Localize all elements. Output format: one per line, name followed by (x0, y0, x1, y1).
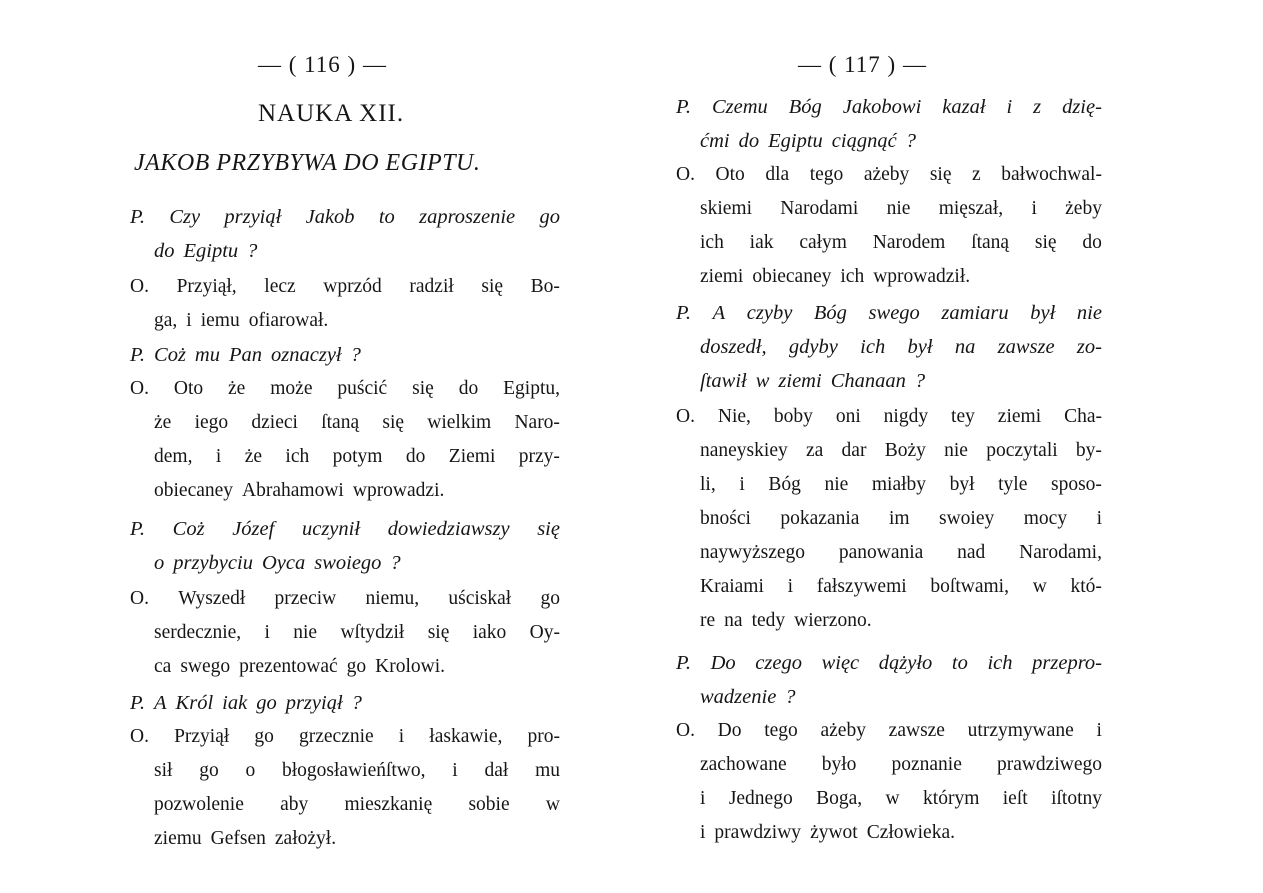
answer-block (676, 158, 1102, 294)
answer-block (676, 714, 1102, 850)
page-number-left: — ( 116 ) — (258, 52, 387, 77)
question-block (130, 338, 560, 372)
question-line: P. Czemu Bóg Jakobowi kazał i z dzię- (676, 96, 1102, 118)
answer-line: O. Wyszedł przeciw niemu, uściskał go (130, 588, 560, 609)
answer-line: bności pokazania im swoiey mocy i (700, 508, 1102, 529)
answer-line: ca swego prezentować go Krolowi. (154, 656, 446, 677)
answer-line: ziemi obiecaney ich wprowadził. (700, 266, 971, 287)
answer-line: naywyższego panowania nad Narodami, (700, 542, 1102, 563)
answer-line: ziemu Gefsen założył. (154, 828, 337, 849)
answer-line: naneyskiey za dar Boży nie poczytali by- (700, 440, 1102, 461)
answer-line: serdecznie, i nie wſtydził się iako Oy- (154, 622, 560, 643)
question-line: P. Coż Józef uczynił dowiedziawszy się (130, 518, 560, 540)
answer-line: ga, i iemu ofiarował. (154, 310, 329, 331)
question-block (130, 686, 560, 720)
answer-line: O. Przyiął, lecz wprzód radził się Bo- (130, 276, 560, 297)
answer-line: pozwolenie aby mieszkanię sobie w (154, 794, 560, 815)
answer-block (130, 372, 560, 508)
question-line: P. Do czego więc dążyło to ich przepro- (676, 652, 1102, 674)
answer-line: O. Do tego ażeby zawsze utrzymywane i (676, 720, 1102, 741)
lesson-heading: NAUKA XII. (258, 100, 405, 127)
lesson-subheading: JAKOB PRZYBYWA DO EGIPTU. (134, 150, 481, 176)
answer-line: O. Oto że może puścić się do Egiptu, (130, 378, 560, 399)
page-number-right: — ( 117 ) — (798, 52, 927, 77)
question-block (676, 296, 1102, 398)
question-line: P. Coż mu Pan oznaczył ? (130, 344, 361, 366)
answer-block (130, 270, 560, 338)
question-line: P. A czyby Bóg swego zamiaru był nie (676, 302, 1102, 324)
question-line: doszedł, gdyby ich był na zawsze zo- (700, 336, 1102, 358)
question-block (676, 646, 1102, 714)
answer-line: że iego dzieci ſtaną się wielkim Naro- (154, 412, 560, 433)
answer-line: i Jednego Boga, w którym ieſt iſtotny (700, 788, 1102, 809)
question-line: P. Czy przyiął Jakob to zaproszenie go (130, 206, 560, 228)
question-line: o przybyciu Oyca swoiego ? (154, 552, 401, 574)
answer-line: li, i Bóg nie miałby był tyle sposo- (700, 474, 1102, 495)
answer-line: i prawdziwy żywot Człowieka. (700, 822, 955, 843)
answer-line: sił go o błogosławieńſtwo, i dał mu (154, 760, 560, 781)
answer-line: obiecaney Abrahamowi wprowadzi. (154, 480, 445, 501)
question-block (130, 512, 560, 580)
answer-line: skiemi Narodami nie mięszał, i żeby (700, 198, 1102, 219)
question-line: ćmi do Egiptu ciągnąć ? (700, 130, 916, 152)
answer-line: O. Oto dla tego ażeby się z bałwochwal- (676, 164, 1102, 185)
answer-line: dem, i że ich potym do Ziemi przy- (154, 446, 560, 467)
question-line: do Egiptu ? (154, 240, 258, 262)
answer-block (676, 400, 1102, 638)
question-line: wadzenie ? (700, 686, 796, 708)
question-line: P. A Król iak go przyiął ? (130, 692, 362, 714)
answer-line: re na tedy wierzono. (700, 610, 872, 631)
answer-line: Kraiami i fałszywemi boſtwami, w któ- (700, 576, 1102, 597)
question-line: ſtawił w ziemi Chanaan ? (700, 370, 926, 392)
question-block (676, 90, 1102, 158)
answer-line: zachowane było poznanie prawdziwego (700, 754, 1102, 775)
question-block (130, 200, 560, 268)
answer-line: ich iak całym Narodem ſtaną się do (700, 232, 1102, 253)
answer-block (130, 720, 560, 856)
answer-block (130, 582, 560, 684)
answer-line: O. Przyiął go grzecznie i łaskawie, pro- (130, 726, 560, 747)
answer-line: O. Nie, boby oni nigdy tey ziemi Cha- (676, 406, 1102, 427)
